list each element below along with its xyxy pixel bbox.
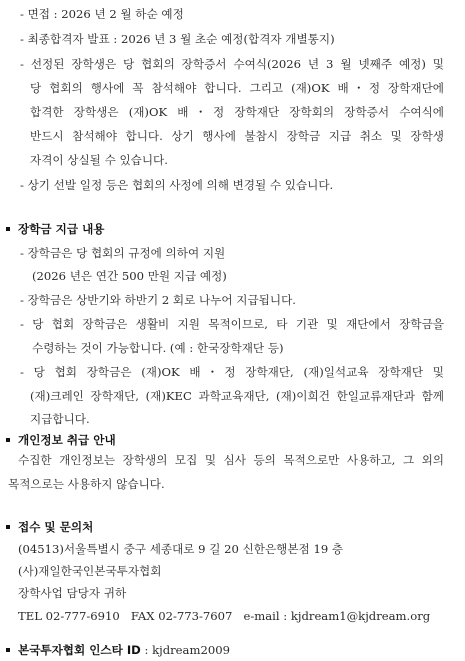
- payment-line-4: - 당 협회 장학금은 생활비 지원 목적이므로, 타 기관 및 재단에서 장학금을: [20, 317, 444, 331]
- ceremony-line-5: 자격이 상실될 수 있습니다.: [30, 153, 168, 167]
- contact-address: (04513)서울특별시 중구 세종대로 9 길 20 신한은행본점 19 층: [18, 542, 344, 556]
- bullet-icon: [6, 525, 10, 529]
- final-announcement: - 최종합격자 발표 : 2026 년 3 월 초순 예정(합격자 개별통지): [20, 32, 335, 46]
- ceremony-line-3: 합격한 장학생은 (재)OK 배・정 장학재단 장학회의 장학증서 수여식에: [30, 105, 444, 119]
- payment-line-7: (재)크레인 장학재단, (재)KEC 과학교육재단, (재)이희건 한일교류재단과 함께: [30, 389, 444, 403]
- bullet-icon: [6, 227, 10, 231]
- payment-heading: 장학금 지급 내용: [6, 221, 104, 237]
- instagram-id: : kjdream2009: [140, 643, 230, 657]
- contact-attention: 장학사업 담당자 귀하: [18, 586, 127, 600]
- payment-line-5: 수령하는 것이 가능합니다. (예 : 한국장학재단 등): [32, 341, 284, 355]
- payment-line-6: - 당 협회 장학금은 (재)OK 배・정 장학재단, (재)일석교육 장학재단 및: [20, 365, 444, 379]
- ceremony-line-2: 당 협회의 행사에 꼭 참석해야 합니다. 그리고 (재)OK 배・정 장학재단에: [30, 81, 444, 95]
- ceremony-line-4: 반드시 참석해야 합니다. 상기 행사에 불참시 장학금 지급 취소 및 장학생: [30, 129, 444, 143]
- privacy-line-2: 목적으로는 사용하지 않습니다.: [8, 477, 165, 491]
- payment-line-2: (2026 년은 연간 500 만원 지급 예정): [32, 269, 227, 283]
- payment-line-8: 지급합니다.: [30, 412, 90, 426]
- schedule-change-note: - 상기 선발 일정 등은 협회의 사정에 의해 변경될 수 있습니다.: [20, 178, 334, 192]
- privacy-heading: 개인정보 취급 안내: [6, 432, 116, 448]
- contact-organization: (사)재일한국인본국투자협회: [18, 564, 162, 578]
- interview-schedule: - 면접 : 2026 년 2 월 하순 예정: [20, 7, 184, 21]
- payment-line-1: - 장학금은 당 협회의 규정에 의하여 지원: [20, 246, 226, 260]
- bullet-icon: [6, 438, 10, 442]
- bullet-icon: [6, 648, 10, 652]
- ceremony-line-1: - 선정된 장학생은 당 협회의 장학증서 수여식(2026 년 3 월 넷째주 예정) 및: [20, 57, 444, 71]
- privacy-line-1: 수집한 개인정보는 장학생의 모집 및 심사 등의 목적으로만 사용하고, 그 외의: [18, 453, 444, 467]
- contact-phone-fax-email: TEL 02-777-6910 FAX 02-773-7607 e-mail : kjdream1@kjdream.org: [18, 609, 431, 623]
- instagram-line: [6, 642, 230, 658]
- contact-heading: 접수 및 문의처: [6, 519, 93, 535]
- payment-line-3: - 장학금은 상반기와 하반기 2 회로 나누어 지급됩니다.: [20, 293, 296, 307]
- instagram-label: 본국투자협회 인스타 ID: [18, 643, 141, 657]
